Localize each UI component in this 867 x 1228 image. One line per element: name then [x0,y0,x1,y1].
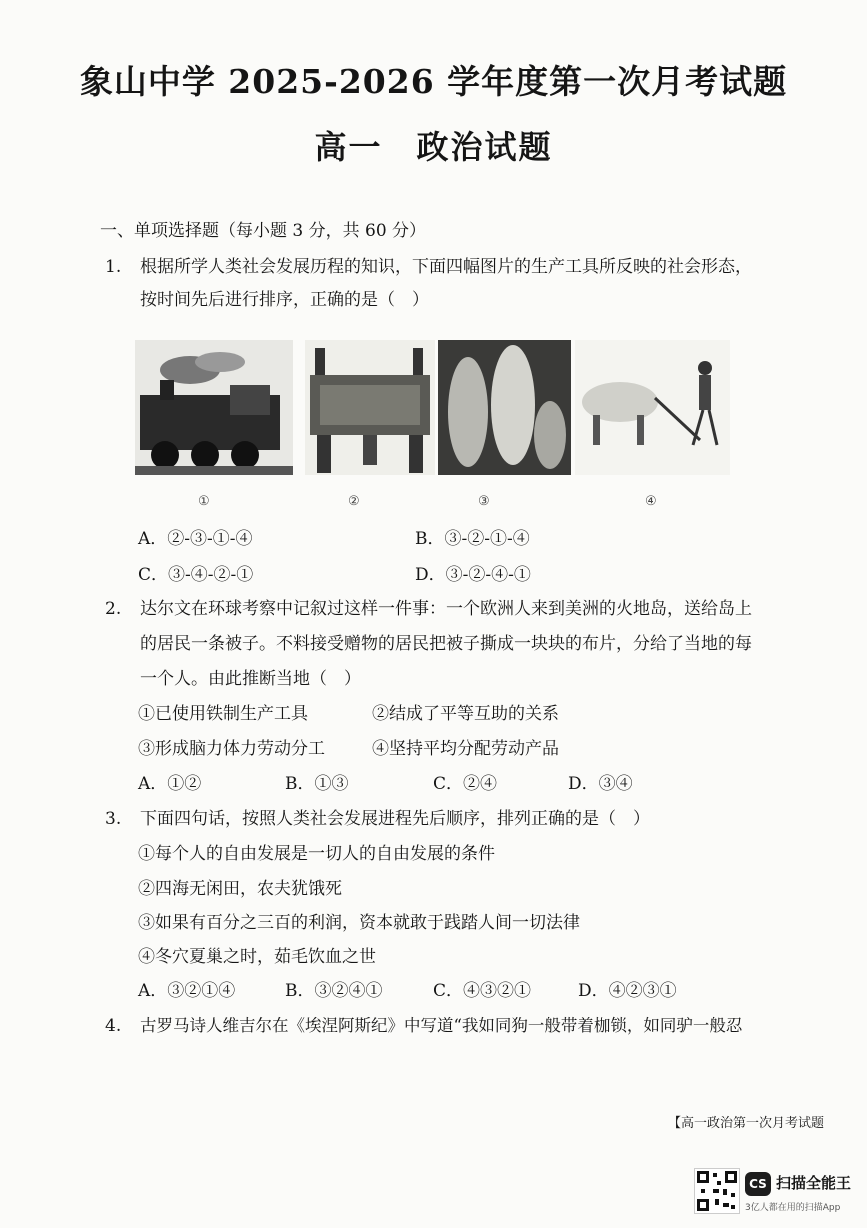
q1-option-a: A．②-③-①-④ [138,529,253,549]
q1-stem-line1: 根据所学人类社会发展历程的知识，下面四幅图片的生产工具所反映的社会形态， [140,257,752,277]
section-heading: 一、单项选择题（每小题 3 分，共 60 分） [100,221,427,241]
q3-item-1: ①每个人的自由发展是一切人的自由发展的条件 [138,844,495,864]
q3-item-4: ④冬穴夏巢之时，茹毛饮血之世 [138,947,376,967]
q2-option-c: C．②④ [433,774,498,794]
figure-bronze-ding [305,340,435,475]
q3-option-c: C．④③②① [433,981,532,1001]
q2-option-b: B．①③ [285,774,349,794]
q2-number: 2. [105,599,122,619]
q1-option-b: B．③-②-①-④ [415,529,530,549]
scanner-badge: CS [745,1172,771,1196]
qr-code [694,1168,740,1214]
figure-label-2: ② [348,494,360,509]
q1-stem-line2: 按时间先后进行排序，正确的是（ ） [140,290,429,310]
q1-option-c: C．③-④-②-① [138,565,254,585]
q4-number: 4. [105,1016,122,1036]
figure-label-4: ④ [645,494,657,509]
q3-number: 3. [105,809,122,829]
q2-stem-line1: 达尔文在环球考察中记叙过这样一件事：一个欧洲人来到美洲的火地岛，送给岛上 [140,599,752,619]
q2-stem-line3: 一个人。由此推断当地（ ） [140,669,361,689]
q2-item-3: ③形成脑力体力劳动分工 [138,739,325,759]
exam-title: 象山中学 2025-2026 学年度第一次月考试题 [79,62,788,101]
q2-option-d: D．③④ [568,774,633,794]
q1-option-d: D．③-②-④-① [415,565,531,585]
scanner-app-tagline: 3亿人都在用的扫描App [745,1203,841,1213]
q2-item-4: ④坚持平均分配劳动产品 [372,739,559,759]
figure-label-1: ① [198,494,210,509]
figure-ox-plough [575,340,730,475]
page-footer: 【高一政治第一次月考试题 [668,1116,825,1131]
q4-stem-line1: 古罗马诗人维吉尔在《埃涅阿斯纪》中写道“我如同狗一般带着枷锁，如同驴一般忍 [140,1016,743,1035]
q2-option-a: A．①② [138,774,202,794]
q2-stem-line2: 的居民一条被子。不料接受赠物的居民把被子撕成一块块的布片，分给了当地的每 [140,634,752,654]
scanner-app-name: 扫描全能王 [776,1174,852,1192]
q3-option-b: B．③②④① [285,981,383,1001]
q1-number: 1. [105,257,122,277]
q3-stem: 下面四句话，按照人类社会发展进程先后顺序，排列正确的是（ ） [140,809,650,829]
figure-stone-tools [438,340,571,475]
q3-option-d: D．④②③① [578,981,677,1001]
figure-steam-locomotive [135,340,293,475]
q2-item-2: ②结成了平等互助的关系 [372,704,559,724]
q3-item-3: ③如果有百分之三百的利润，资本就敢于践踏人间一切法律 [138,913,580,933]
exam-subtitle: 高一 政治试题 [314,128,553,166]
q3-item-2: ②四海无闲田，农夫犹饿死 [138,879,342,899]
figure-label-3: ③ [478,494,490,509]
q3-option-a: A．③②①④ [138,981,236,1001]
q2-item-1: ①已使用铁制生产工具 [138,704,308,724]
